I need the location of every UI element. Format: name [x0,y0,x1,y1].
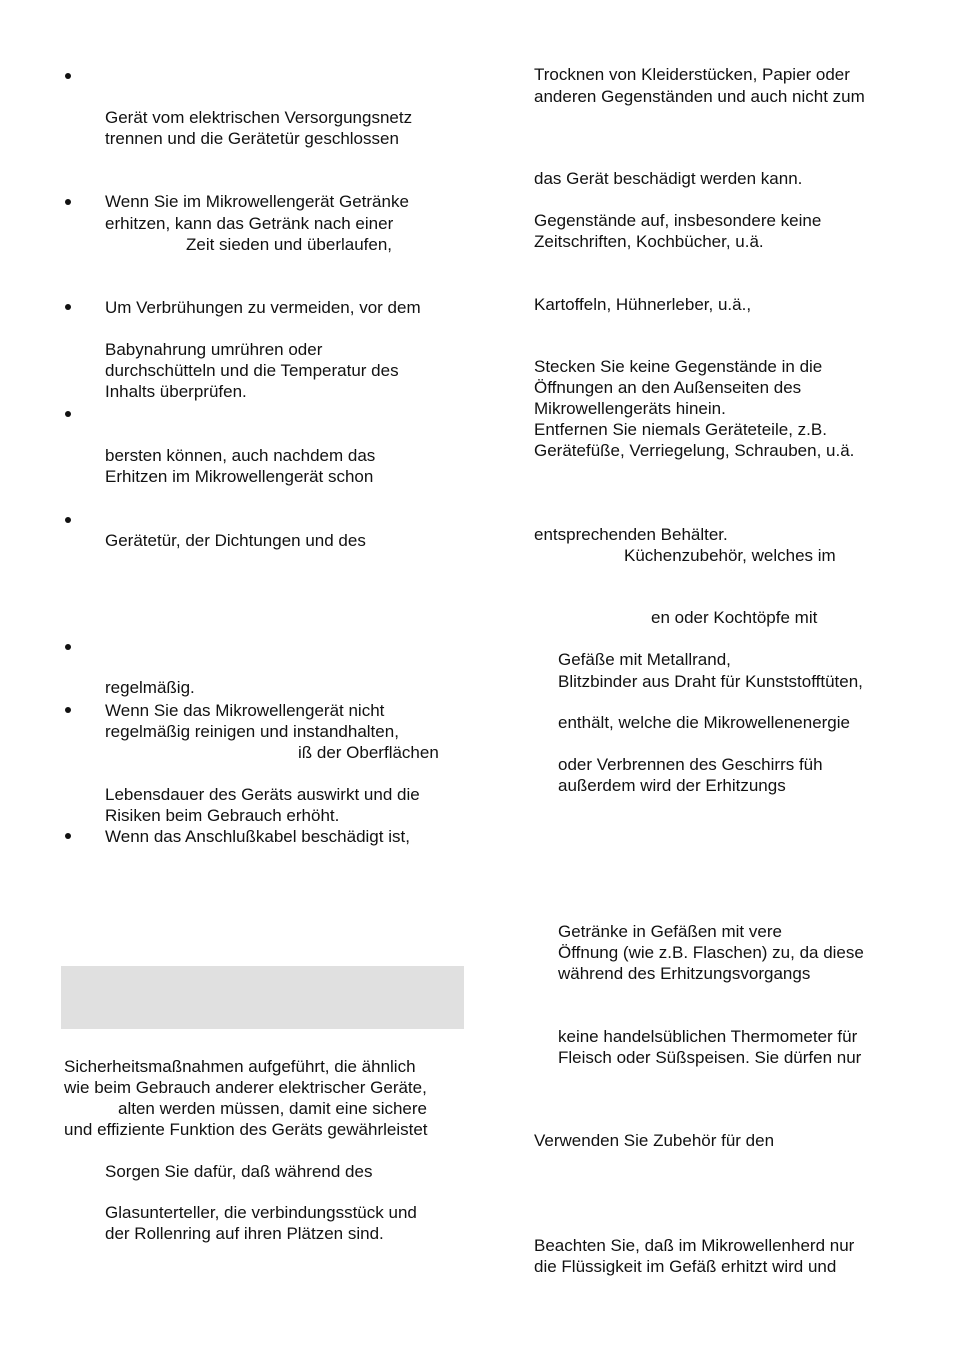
body-text-line: bersten können, auch nachdem das [105,446,376,465]
body-text-line: Babynahrung umrühren oder [105,340,323,359]
body-text-line: regelmäßig. [105,678,195,697]
body-text-line: der Rollenring auf ihren Plätzen sind. [105,1224,384,1243]
body-text-line: Lebensdauer des Geräts auswirkt und die [105,785,420,804]
body-text-line: oder Verbrennen des Geschirrs füh [558,755,823,774]
body-text-line: Gefäße mit Metallrand, [558,650,731,669]
body-text-line: Mikrowellengeräts hinein. [534,399,726,418]
body-text-line: Um Verbrühungen zu vermeiden, vor dem [105,298,421,317]
body-text-line: Beachten Sie, daß im Mikrowellenherd nur [534,1236,855,1255]
body-text-line: Sicherheitsmaßnahmen aufgeführt, die ähnlich [64,1057,416,1076]
body-text-line: enthält, welche die Mikrowellenenergie [558,713,850,732]
body-text-line: Fleisch oder Süßspeisen. Sie dürfen nur [558,1048,862,1067]
body-text-line: Gegenstände auf, insbesondere keine [534,211,822,230]
body-text-line: iß der Oberflächen [298,743,439,762]
bullet-marker [65,707,71,713]
bullet-marker [65,199,71,205]
section-heading-box [61,966,464,1029]
body-text-line: trennen und die Gerätetür geschlossen [105,129,399,148]
body-text-line: Risiken beim Gebrauch erhöht. [105,806,340,825]
body-text-line: Kartoffeln, Hühnerleber, u.ä., [534,295,752,314]
body-text-line: Sorgen Sie dafür, daß während des [105,1162,373,1181]
body-text-line: wie beim Gebrauch anderer elektrischer Geräte, [64,1078,427,1097]
body-text-line: en oder Kochtöpfe mit [651,608,818,627]
body-text-line: Zeitschriften, Kochbücher, u.ä. [534,232,764,251]
body-text-line: Küchenzubehör, welches im [624,546,836,565]
body-text-line: außerdem wird der Erhitzungs [558,776,786,795]
body-text-line: Trocknen von Kleiderstücken, Papier oder [534,65,850,84]
body-text-line: Zeit sieden und überlaufen, [186,235,393,254]
body-text-line: während des Erhitzungsvorgangs [558,964,811,983]
body-text-line: Gerätetür, der Dichtungen und des [105,531,366,550]
bullet-marker [65,833,71,839]
body-text-line: entsprechenden Behälter. [534,525,728,544]
body-text-line: Glasunterteller, die verbindungsstück und [105,1203,417,1222]
body-text-line: Erhitzen im Mikrowellengerät schon [105,467,374,486]
bullet-marker [65,411,71,417]
body-text-line: erhitzen, kann das Getränk nach einer [105,214,394,233]
body-text-line: keine handelsüblichen Thermometer für [558,1027,858,1046]
body-text-line: durchschütteln und die Temperatur des [105,361,399,380]
body-text-line: Inhalts überprüfen. [105,382,247,401]
body-text-line: anderen Gegenständen und auch nicht zum [534,87,865,106]
body-text-line: Wenn Sie im Mikrowellengerät Getränke [105,192,409,211]
body-text-line: Verwenden Sie Zubehör für den [534,1131,775,1150]
bullet-marker [65,644,71,650]
body-text-line: alten werden müssen, damit eine sichere [118,1099,427,1118]
body-text-line: Blitzbinder aus Draht für Kunststofftüten, [558,672,863,691]
bullet-marker [65,304,71,310]
body-text-line: und effiziente Funktion des Geräts gewährleistet [64,1120,428,1139]
body-text-line: Gerät vom elektrischen Versorgungsnetz [105,108,413,127]
body-text-line: Öffnung (wie z.B. Flaschen) zu, da diese [558,943,864,962]
body-text-line: Wenn das Anschlußkabel beschädigt ist, [105,827,410,846]
body-text-line: Getränke in Gefäßen mit vere [558,922,782,941]
body-text-line: Wenn Sie das Mikrowellengerät nicht [105,701,385,720]
body-text-line: Gerätefüße, Verriegelung, Schrauben, u.ä. [534,441,855,460]
body-text-line: das Gerät beschädigt werden kann. [534,169,803,188]
body-text-line: Stecken Sie keine Gegenstände in die [534,357,823,376]
body-text-line: Entfernen Sie niemals Geräteteile, z.B. [534,420,827,439]
bullet-marker [65,73,71,79]
body-text-line: die Flüssigkeit im Gefäß erhitzt wird und [534,1257,837,1276]
bullet-marker [65,517,71,523]
body-text-line: regelmäßig reinigen und instandhalten, [105,722,399,741]
body-text-line: Öffnungen an den Außenseiten des [534,378,802,397]
